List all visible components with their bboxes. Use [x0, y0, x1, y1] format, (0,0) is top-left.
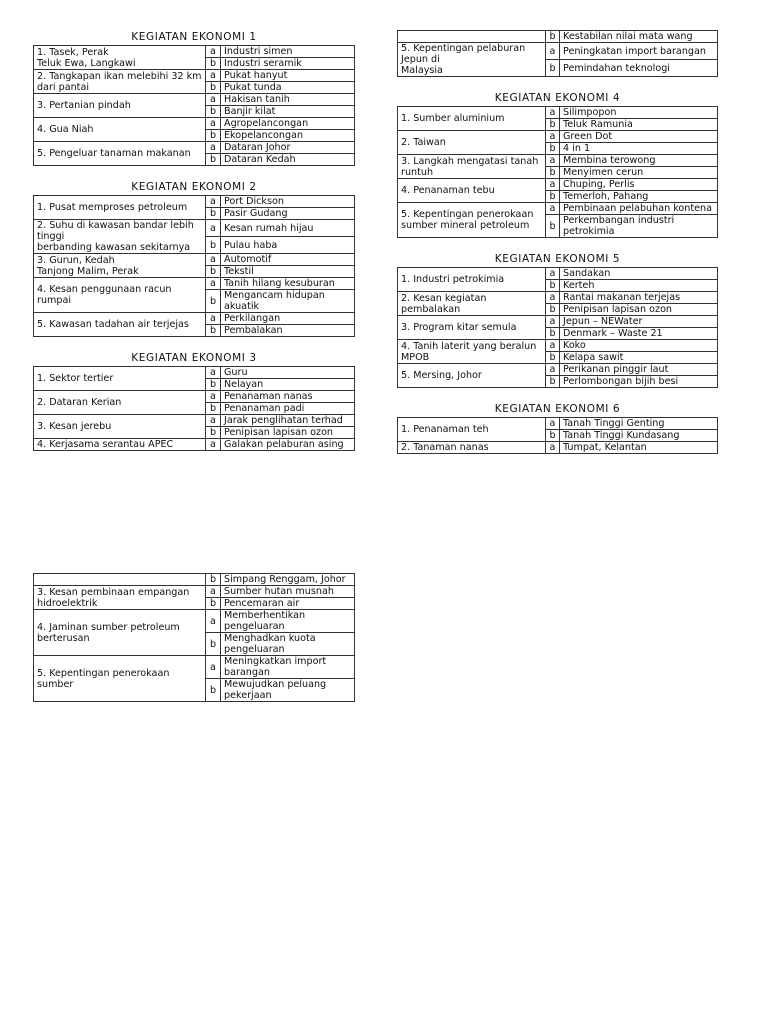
option-letter: b [206, 106, 221, 118]
option-letter: a [206, 656, 221, 679]
table-row [398, 364, 718, 376]
table-row [398, 131, 718, 143]
question-cell: 4. Tanih laterit yang beralun MPOB [398, 340, 546, 364]
table-row [34, 391, 355, 403]
option-letter: b [206, 325, 221, 337]
option-letter: b [546, 143, 560, 155]
question-cell: 1. Sumber aluminium [398, 107, 546, 131]
question-cell: 3. Kesan pembinaan empangan hidroelektrik [34, 586, 206, 610]
answer-cell: Silimpopon [560, 107, 718, 119]
answer-cell: Pembalakan [221, 325, 355, 337]
table-row [34, 415, 355, 427]
question-cell: 1. Industri petrokimia [398, 268, 546, 292]
option-letter: b [206, 574, 221, 586]
option-letter: b [206, 208, 221, 220]
right-column [397, 30, 718, 454]
table-row [34, 220, 355, 237]
option-letter: a [546, 292, 560, 304]
option-letter: b [546, 215, 560, 238]
table-row [34, 367, 355, 379]
table-row [398, 442, 718, 454]
answer-cell: Sumber hutan musnah [221, 586, 355, 598]
answer-cell: Perkilangan [221, 313, 355, 325]
option-letter: a [206, 46, 221, 58]
answer-cell: Teluk Ramunia [560, 119, 718, 131]
table-row [398, 418, 718, 430]
option-letter: a [546, 107, 560, 119]
option-letter: b [546, 328, 560, 340]
question-cell: 5. Kepentingan penerokaan sumber [34, 656, 206, 702]
option-letter: a [206, 439, 221, 451]
question-cell: 1. Sektor tertier [34, 367, 206, 391]
table-row [398, 107, 718, 119]
option-letter: a [206, 391, 221, 403]
answer-cell: Dataran Kedah [221, 154, 355, 166]
option-letter: b [206, 237, 221, 254]
table-row [34, 574, 355, 586]
answer-cell: Banjir kilat [221, 106, 355, 118]
table-row [34, 142, 355, 154]
answer-cell: Tanih hilang kesuburan [221, 278, 355, 290]
section-title: KEGIATAN EKONOMI 3 [131, 352, 257, 364]
option-letter: a [206, 313, 221, 325]
answer-cell: Menghadkan kuota pengeluaran [221, 633, 355, 656]
answer-cell: Nelayan [221, 379, 355, 391]
option-letter: a [206, 367, 221, 379]
option-letter: a [546, 340, 560, 352]
table-row [398, 268, 718, 280]
option-letter: a [206, 254, 221, 266]
question-cell: 4. Gua Niah [34, 118, 206, 142]
answer-cell: 4 in 1 [560, 143, 718, 155]
answer-cell: Sandakan [560, 268, 718, 280]
section-title: KEGIATAN EKONOMI 5 [494, 253, 621, 265]
option-letter: b [206, 379, 221, 391]
table-row [398, 203, 718, 215]
answer-cell: Port Dickson [221, 196, 355, 208]
answer-cell: Kelapa sawit [560, 352, 718, 364]
answer-cell: Green Dot [560, 131, 718, 143]
answer-cell: Pembinaan pelabuhan kontena [560, 203, 718, 215]
option-letter: b [546, 60, 560, 77]
section-continued [397, 30, 718, 77]
option-letter: a [206, 196, 221, 208]
answer-cell: Kesan rumah hijau [221, 220, 355, 237]
answer-cell: Rantai makanan terjejas [560, 292, 718, 304]
table-row [398, 292, 718, 304]
question-cell [34, 574, 206, 586]
answer-cell: Memberhentikan pengeluaran [221, 610, 355, 633]
question-cell: 1. Penanaman teh [398, 418, 546, 442]
answer-cell: Pemindahan teknologi [560, 60, 718, 77]
question-cell: 1. Pusat memproses petroleum [34, 196, 206, 220]
table-row [34, 439, 355, 451]
answer-table [33, 195, 355, 337]
table-row [34, 313, 355, 325]
option-letter: b [546, 191, 560, 203]
answer-table [397, 106, 718, 238]
table-row [398, 43, 718, 60]
option-letter: b [546, 31, 560, 43]
question-cell: 5. Mersing, Johor [398, 364, 546, 388]
answer-cell: Pulau haba [221, 237, 355, 254]
question-cell: 4. Penanaman tebu [398, 179, 546, 203]
answer-cell: Mengancam hidupan akuatik [221, 290, 355, 313]
option-letter: a [206, 142, 221, 154]
question-cell: 5. Kepentingan pelaburan Jepun di Malaysia [398, 43, 546, 77]
option-letter: a [206, 70, 221, 82]
question-cell: 1. Tasek, Perak Teluk Ewa, Langkawi [34, 46, 206, 70]
answer-cell: Kerteh [560, 280, 718, 292]
answer-table [397, 30, 718, 77]
table-row [398, 31, 718, 43]
section-title: KEGIATAN EKONOMI 2 [131, 181, 257, 193]
question-cell: 4. Jaminan sumber petroleum berterusan [34, 610, 206, 656]
table-row [398, 316, 718, 328]
question-cell: 2. Kesan kegiatan pembalakan [398, 292, 546, 316]
table-row [34, 278, 355, 290]
section-continued [33, 573, 355, 702]
answer-cell: Pukat tunda [221, 82, 355, 94]
option-letter: b [546, 376, 560, 388]
option-letter: b [546, 352, 560, 364]
answer-cell: Penipisan lapisan ozon [560, 304, 718, 316]
question-cell: 5. Kawasan tadahan air terjejas [34, 313, 206, 337]
option-letter: b [206, 130, 221, 142]
option-letter: a [546, 203, 560, 215]
table-row [34, 254, 355, 266]
question-cell: 4. Kesan penggunaan racun rumpai [34, 278, 206, 313]
question-cell: 4. Kerjasama serantau APEC [34, 439, 206, 451]
option-letter: a [546, 179, 560, 191]
answer-table [33, 366, 355, 451]
answer-cell: Pencemaran air [221, 598, 355, 610]
option-letter: b [546, 430, 560, 442]
option-letter: b [546, 167, 560, 179]
answer-cell: Penanaman nanas [221, 391, 355, 403]
answer-cell: Kestabilan nilai mata wang [560, 31, 718, 43]
option-letter: b [206, 154, 221, 166]
table-row [34, 656, 355, 679]
answer-cell: Membina terowong [560, 155, 718, 167]
option-letter: a [546, 268, 560, 280]
answer-cell: Tekstil [221, 266, 355, 278]
option-letter: b [206, 633, 221, 656]
answer-cell: Ekopelancongan [221, 130, 355, 142]
table-row [34, 118, 355, 130]
question-cell: 3. Gurun, Kedah Tanjong Malim, Perak [34, 254, 206, 278]
option-letter: a [546, 442, 560, 454]
section-kegiatan-ekonomi-6 [397, 402, 718, 454]
section-kegiatan-ekonomi-4 [397, 91, 718, 238]
option-letter: b [206, 679, 221, 702]
answer-cell: Menyimen cerun [560, 167, 718, 179]
option-letter: b [206, 58, 221, 70]
option-letter: b [206, 598, 221, 610]
option-letter: a [206, 220, 221, 237]
answer-cell: Dataran Johor [221, 142, 355, 154]
answer-cell: Pukat hanyut [221, 70, 355, 82]
question-cell: 2. Tangkapan ikan melebihi 32 km dari pantai [34, 70, 206, 94]
table-row [398, 340, 718, 352]
answer-cell: Tumpat, Kelantan [560, 442, 718, 454]
answer-cell: Galakan pelaburan asing [221, 439, 355, 451]
question-cell: 2. Suhu di kawasan bandar lebih tinggi berbanding kawasan sekitarnya [34, 220, 206, 254]
question-cell [398, 31, 546, 43]
answer-cell: Automotif [221, 254, 355, 266]
answer-cell: Simpang Renggam, Johor [221, 574, 355, 586]
question-cell: 2. Taiwan [398, 131, 546, 155]
left-column-top [33, 30, 355, 451]
answer-cell: Tanah Tinggi Genting [560, 418, 718, 430]
option-letter: a [546, 155, 560, 167]
answer-cell: Tanah Tinggi Kundasang [560, 430, 718, 442]
answer-cell: Penanaman padi [221, 403, 355, 415]
answer-cell: Industri seramik [221, 58, 355, 70]
table-row [398, 179, 718, 191]
answer-cell: Koko [560, 340, 718, 352]
answer-cell: Industri simen [221, 46, 355, 58]
answer-cell: Perkembangan industri petrokimia [560, 215, 718, 238]
answer-cell: Peningkatan import barangan [560, 43, 718, 60]
option-letter: a [206, 118, 221, 130]
option-letter: a [206, 415, 221, 427]
table-row [34, 610, 355, 633]
answer-cell: Meningkatkan import barangan [221, 656, 355, 679]
option-letter: b [206, 403, 221, 415]
option-letter: b [546, 280, 560, 292]
question-cell: 5. Pengeluar tanaman makanan [34, 142, 206, 166]
section-kegiatan-ekonomi-1 [33, 30, 355, 166]
option-letter: b [206, 82, 221, 94]
option-letter: a [546, 131, 560, 143]
answer-cell: Penipisan lapisan ozon [221, 427, 355, 439]
answer-cell: Jarak penglihatan terhad [221, 415, 355, 427]
left-column-bottom [33, 573, 355, 702]
answer-cell: Agropelancongan [221, 118, 355, 130]
option-letter: a [546, 364, 560, 376]
option-letter: b [206, 427, 221, 439]
section-title: KEGIATAN EKONOMI 1 [131, 31, 257, 43]
question-cell: 3. Pertanian pindah [34, 94, 206, 118]
answer-table [33, 573, 355, 702]
answer-cell: Guru [221, 367, 355, 379]
answer-table [33, 45, 355, 166]
table-row [34, 586, 355, 598]
section-kegiatan-ekonomi-5 [397, 252, 718, 388]
section-title: KEGIATAN EKONOMI 6 [494, 403, 621, 415]
answer-cell: Temerloh, Pahang [560, 191, 718, 203]
section-kegiatan-ekonomi-3 [33, 351, 355, 451]
option-letter: a [546, 316, 560, 328]
question-cell: 2. Tanaman nanas [398, 442, 546, 454]
answer-cell: Perikanan pinggir laut [560, 364, 718, 376]
question-cell: 3. Langkah mengatasi tanah runtuh [398, 155, 546, 179]
table-row [34, 70, 355, 82]
answer-table [397, 417, 718, 454]
option-letter: b [206, 266, 221, 278]
question-cell: 5. Kepentingan penerokaan sumber mineral petroleum [398, 203, 546, 238]
table-row [34, 46, 355, 58]
answer-cell: Chuping, Perlis [560, 179, 718, 191]
section-kegiatan-ekonomi-2 [33, 180, 355, 337]
answer-cell: Hakisan tanih [221, 94, 355, 106]
table-row [34, 196, 355, 208]
question-cell: 2. Dataran Kerian [34, 391, 206, 415]
option-letter: a [546, 43, 560, 60]
answer-cell: Mewujudkan peluang pekerjaan [221, 679, 355, 702]
option-letter: a [206, 278, 221, 290]
answer-cell: Pasir Gudang [221, 208, 355, 220]
option-letter: b [546, 304, 560, 316]
section-title: KEGIATAN EKONOMI 4 [494, 92, 621, 104]
answer-cell: Perlombongan bijih besi [560, 376, 718, 388]
answer-cell: Denmark – Waste 21 [560, 328, 718, 340]
answer-table [397, 267, 718, 388]
option-letter: a [206, 586, 221, 598]
option-letter: a [206, 610, 221, 633]
option-letter: a [206, 94, 221, 106]
option-letter: a [546, 418, 560, 430]
question-cell: 3. Kesan jerebu [34, 415, 206, 439]
question-cell: 3. Program kitar semula [398, 316, 546, 340]
option-letter: b [206, 290, 221, 313]
option-letter: b [546, 119, 560, 131]
answer-cell: Jepun – NEWater [560, 316, 718, 328]
table-row [34, 94, 355, 106]
table-row [398, 155, 718, 167]
